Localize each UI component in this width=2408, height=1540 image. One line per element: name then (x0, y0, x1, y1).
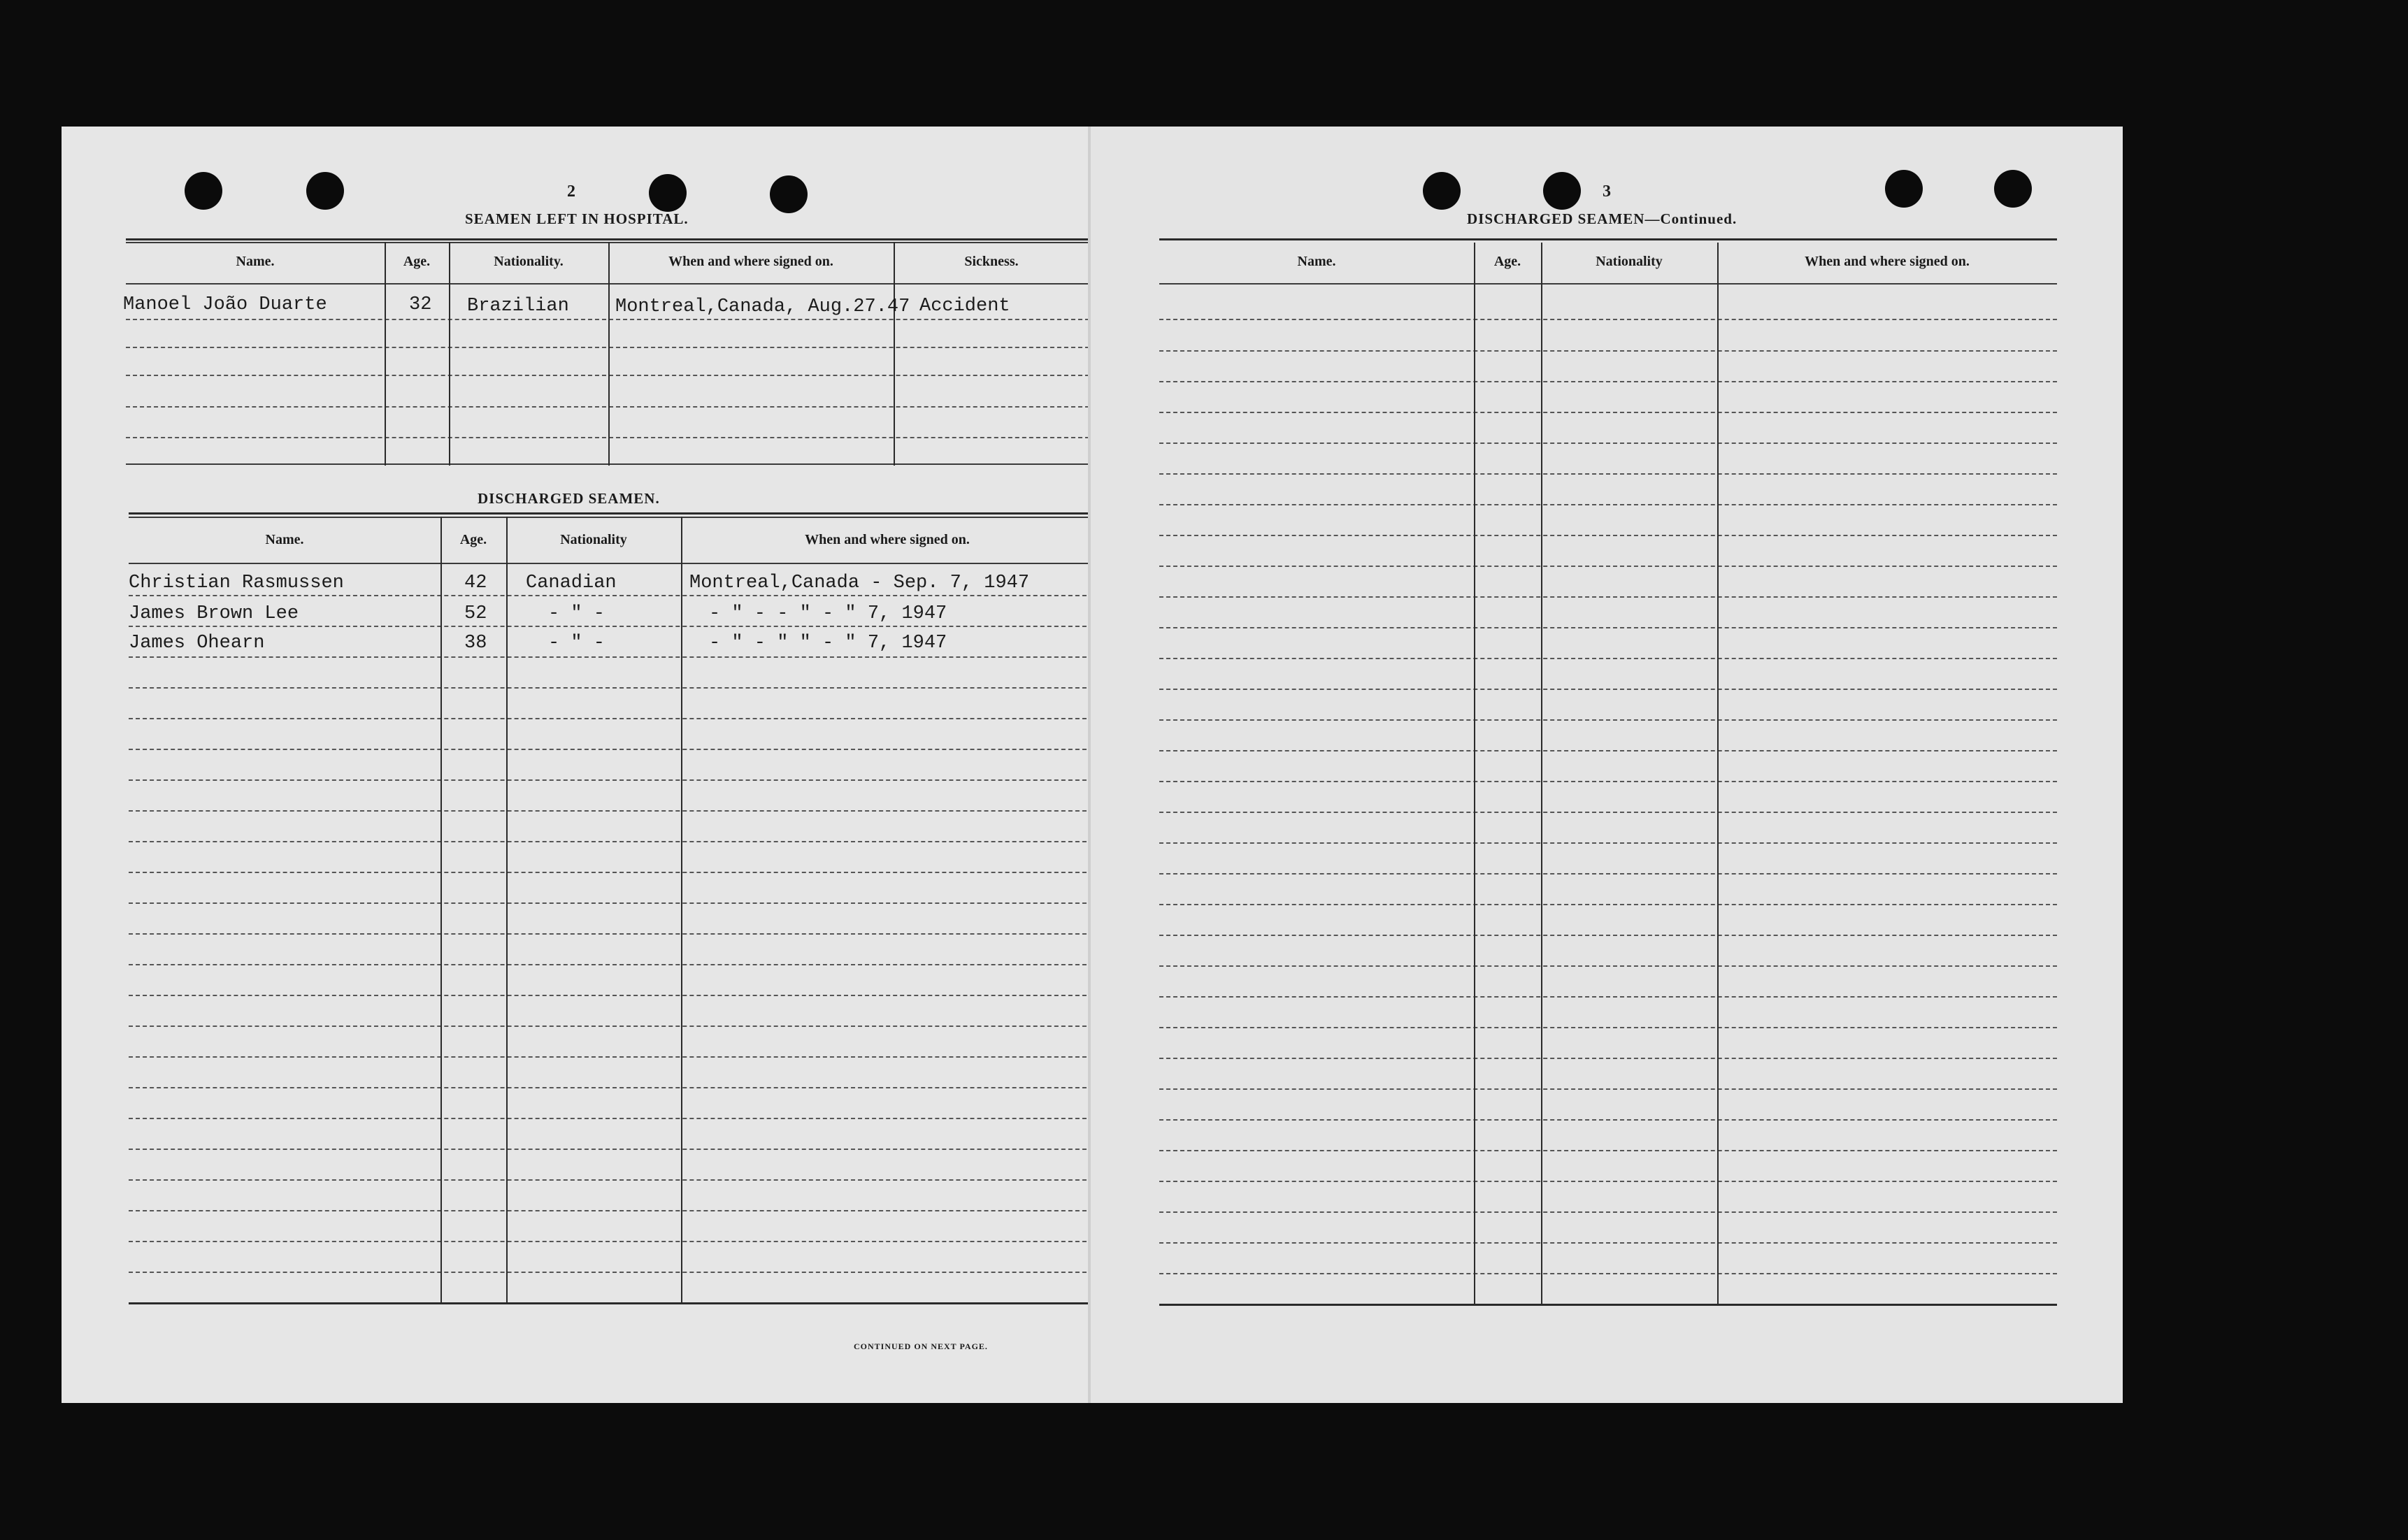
header-signed-on: When and where signed on. (668, 254, 833, 269)
hospital-section-title: SEAMEN LEFT IN HOSPITAL. (465, 210, 689, 227)
punch-hole (649, 174, 687, 212)
table-cell-sickness: Accident (919, 296, 1010, 317)
table-cell-name: James Ohearn (129, 633, 265, 654)
punch-hole (1543, 172, 1581, 210)
page-number: 2 (567, 182, 575, 201)
table-cell-age: 32 (409, 294, 432, 315)
header-signed-on: When and where signed on. (805, 532, 970, 547)
punch-hole (770, 175, 808, 213)
table-cell-age: 38 (464, 633, 487, 654)
table-cell-signed-on: Montreal,Canada - Sep. 7, 1947 (689, 573, 1030, 593)
continued-note: CONTINUED ON NEXT PAGE. (854, 1341, 988, 1351)
left-page (62, 127, 1091, 1403)
header-nationality: Nationality (560, 532, 627, 547)
right-page (1091, 127, 2123, 1403)
header-age: Age. (1493, 254, 1521, 269)
table-cell-signed-on: Montreal,Canada, Aug.27.47 (615, 296, 910, 317)
table-cell-nationality: Canadian (526, 573, 617, 593)
discharged-continued-title: DISCHARGED SEAMEN—Continued. (1467, 210, 1737, 227)
table-cell-age: 52 (464, 603, 487, 624)
table-cell-name: James Brown Lee (129, 603, 299, 624)
table-cell-age: 42 (464, 573, 487, 593)
table-cell-name: Manoel João Duarte (123, 294, 327, 315)
header-name: Name. (1297, 254, 1336, 269)
header-age: Age. (403, 254, 431, 269)
header-name: Name. (236, 254, 275, 269)
header-age: Age. (459, 532, 487, 547)
punch-hole (306, 172, 344, 210)
header-nationality: Nationality (1596, 254, 1663, 269)
punch-hole (1994, 170, 2032, 208)
header-name: Name. (265, 532, 304, 547)
punch-hole (1885, 170, 1923, 208)
discharged-continued-table (1159, 238, 2057, 1337)
header-nationality: Nationality. (494, 254, 564, 269)
table-cell-nationality: - " - (548, 633, 605, 654)
punch-hole (185, 172, 222, 210)
header-sickness: Sickness. (964, 254, 1019, 269)
punch-hole (1423, 172, 1461, 210)
discharged-table (129, 512, 1094, 1337)
table-cell-nationality: Brazilian (467, 296, 569, 317)
table-cell-signed-on: - " - - " - " 7, 1947 (709, 603, 947, 624)
discharged-section-title: DISCHARGED SEAMEN. (478, 490, 660, 507)
page-number: 3 (1603, 182, 1611, 201)
table-cell-signed-on: - " - " " - " 7, 1947 (709, 633, 947, 654)
table-cell-name: Christian Rasmussen (129, 573, 344, 593)
hospital-table (123, 238, 1089, 469)
header-signed-on: When and where signed on. (1805, 254, 1970, 269)
table-cell-nationality: - " - (548, 603, 605, 624)
